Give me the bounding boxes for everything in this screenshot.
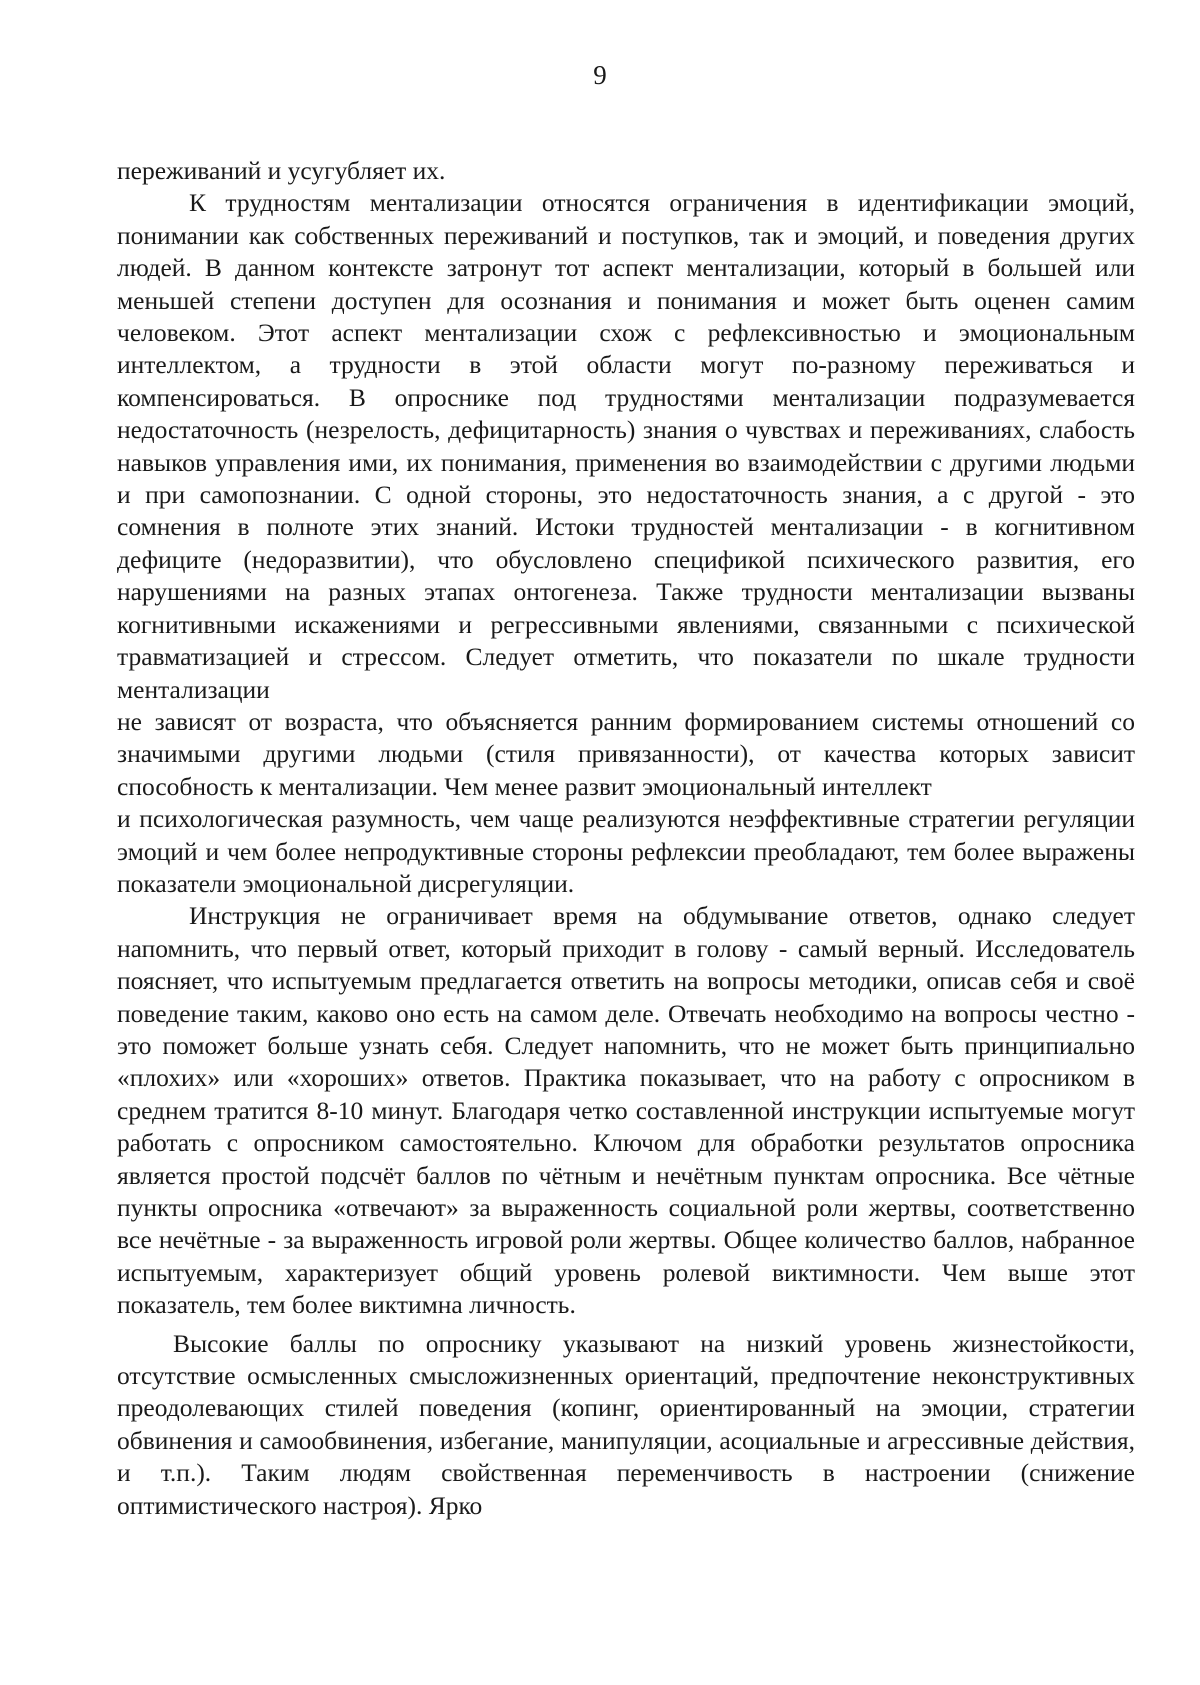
paragraph-instruction: Инструкция не ограничивает время на обдумывание ответов, однако следует напомнить, что первый ответ, который приходит в голову - самый верный. Исследователь поясняет, что испытуемым предлагается ответить на вопросы методики, описав себя и своё поведение таким, каково оно есть на самом деле. Отвечать необходимо на вопросы честно - это поможет больше узнать себя. Следует напомнить, что не может быть принципиально «плохих» или «хороших» ответов. Практика показывает, что на работу с опросником в среднем тратится 8-10 минут. Благодаря четко составленной инструкции испытуемые могут работать с опросником самостоятельно. Ключом для обработки результатов опросника является простой подсчёт баллов по чётным и нечётным пунктам опросника. Все чётные пункты опросника «отвечают» за выраженность социальной роли жертвы, соответственно все нечётные - за выраженность игровой роли жертвы. Общее количество баллов, набранное испытуемым, характеризует общий уровень ролевой виктимности. Чем выше этот показатель, тем более виктимна личность. (117, 901, 1135, 1320)
paragraph-mentalization-age: не зависят от возраста, что объясняется ранним формированием системы отношений со значимыми другими людьми (стиля привязанности), от качества которых зависит способность к ментализации. Чем менее развит эмоциональный интеллект (117, 706, 1135, 801)
paragraph-mentalization-difficulties (117, 187, 1135, 706)
paragraph-high-scores: Высокие баллы по опроснику указывают на низкий уровень жизнестойкости, отсутствие осмысленных смысложизненных ориентаций, предпочтение неконструктивных преодолевающих стилей поведения (копинг, ориентированный на эмоции, стратегии обвинения и самообвинения, избегание, манипуляции, асоциальные и агрессивные действия, и т.п.). Таким людям свойственная переменчивость в настроении (снижение оптимистического настроя). Ярко (117, 1328, 1135, 1520)
page-number: 9 (593, 60, 607, 90)
paragraph-continuation: переживаний и усугубляет их. (117, 156, 446, 185)
document-body (117, 155, 1135, 1522)
paragraph-mentalization-regulation: и психологическая разумность, чем чаще реализуются неэффективные стратегии регуляции эмоций и чем более непродуктивные стороны рефлексии преобладают, тем более выражены показатели эмоциональной дисрегуляции. (117, 804, 1135, 898)
paragraph-text: К трудностям ментализации относятся ограничения в идентификации эмоций, понимании как собственных переживаний и поступков, так и эмоций, и поведения других людей. В данном контексте затронут тот аспект ментализации, который в большей или меньшей степени доступен для осознания и понимания и может быть оценен самим человеком. Этот аспект ментализации схож с рефлексивностью и эмоциональным интеллектом, а трудности в этой области могут по-разному переживаться и компенсироваться. В опроснике под трудностями ментализации подразумевается недостаточность (незрелость, дефицитарность) знания о чувствах и переживаниях, слабость навыков управления ими, их понимания, применения во взаимодействии с другими людьми и при самопознании. С одной стороны, это недостаточность знания, а с другой - это сомнения в полноте этих знаний. Истоки трудностей ментализации - в когнитивном дефиците (недоразвитии), что обусловлено спецификой психического развития, его нарушениями на разных этапах онтогенеза. Также трудности ментализации вызваны когнитивными искажениями и регрессивными явлениями, связанными с психической травматизацией и стрессом. Следует отметить, что показатели по шкале трудности ментализации (117, 188, 1135, 704)
